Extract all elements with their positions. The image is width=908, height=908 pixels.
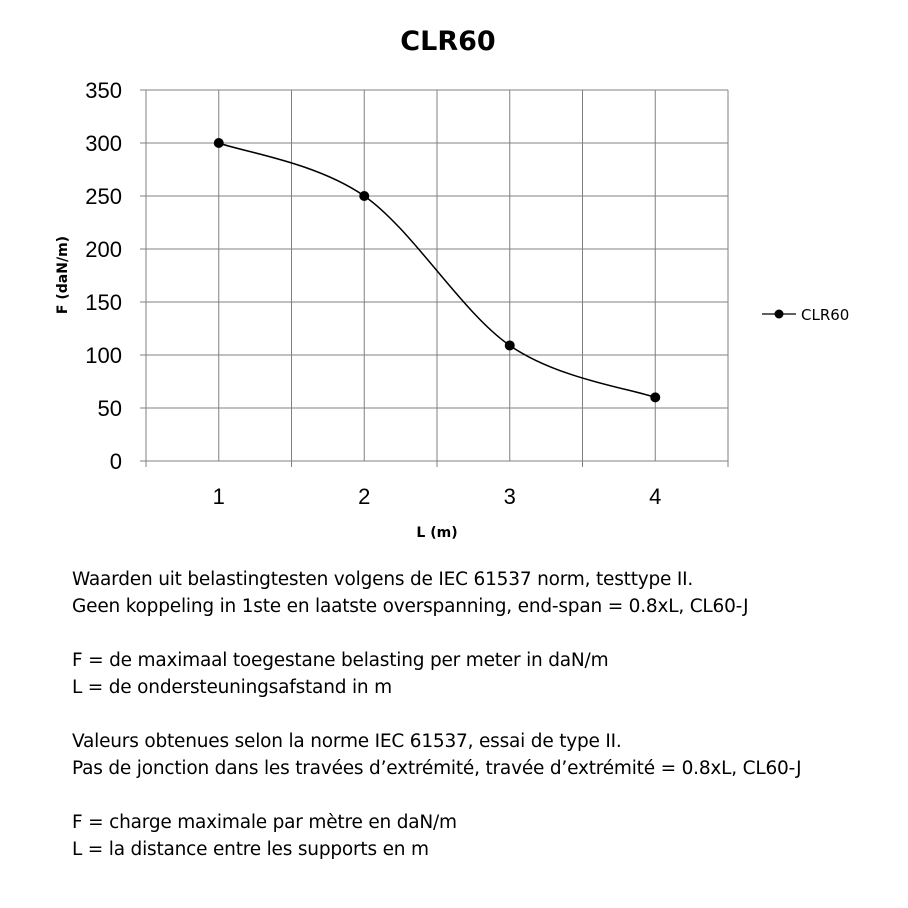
grid bbox=[146, 90, 728, 461]
y-axis-ticks bbox=[85, 78, 122, 474]
x-tick-label: 2 bbox=[358, 484, 371, 509]
note-line: Pas de jonction dans les travées d’extrémité, travée d’extrémité = 0.8xL, CL60-J bbox=[72, 758, 802, 779]
y-tick-label: 350 bbox=[85, 78, 122, 103]
note-line: Waarden uit belastingtesten volgens de IEC 61537 norm, testtype II. bbox=[72, 569, 694, 590]
data-point bbox=[214, 138, 224, 148]
notes bbox=[72, 566, 902, 890]
note-paragraph bbox=[72, 566, 902, 620]
y-tick-label: 100 bbox=[85, 343, 122, 368]
legend-label: CLR60 bbox=[801, 306, 850, 324]
data-point bbox=[359, 191, 369, 201]
x-axis-label: L (m) bbox=[416, 525, 458, 541]
note-line: F = de maximaal toegestane belasting per meter in daN/m bbox=[72, 650, 609, 671]
data-point bbox=[505, 340, 515, 350]
y-tick-label: 250 bbox=[85, 184, 122, 209]
x-axis-ticks bbox=[213, 484, 662, 509]
x-tick-label: 3 bbox=[503, 484, 516, 509]
x-tick-label: 1 bbox=[212, 484, 225, 509]
chart-title: CLR60 bbox=[400, 26, 496, 57]
note-paragraph bbox=[72, 809, 902, 863]
note-line: L = la distance entre les supports en m bbox=[72, 839, 429, 860]
y-tick-label: 200 bbox=[85, 237, 122, 262]
x-tick-label: 4 bbox=[649, 484, 662, 509]
note-line: L = de ondersteuningsafstand in m bbox=[72, 677, 392, 698]
data-point bbox=[650, 392, 660, 402]
y-tick-label: 300 bbox=[85, 131, 122, 156]
note-paragraph bbox=[72, 647, 902, 701]
y-axis-label: F (daN/m) bbox=[55, 235, 71, 315]
y-tick-label: 50 bbox=[97, 396, 122, 421]
note-line: F = charge maximale par mètre en daN/m bbox=[72, 812, 457, 833]
note-line: Geen koppeling in 1ste en laatste overspanning, end-span = 0.8xL, CL60-J bbox=[72, 596, 749, 617]
y-tick-label: 0 bbox=[109, 449, 122, 474]
y-tick-label: 150 bbox=[85, 290, 122, 315]
legend-marker bbox=[775, 310, 784, 319]
legend bbox=[762, 306, 849, 324]
note-paragraph bbox=[72, 728, 902, 782]
note-line: Valeurs obtenues selon la norme IEC 61537, essai de type II. bbox=[72, 731, 622, 752]
